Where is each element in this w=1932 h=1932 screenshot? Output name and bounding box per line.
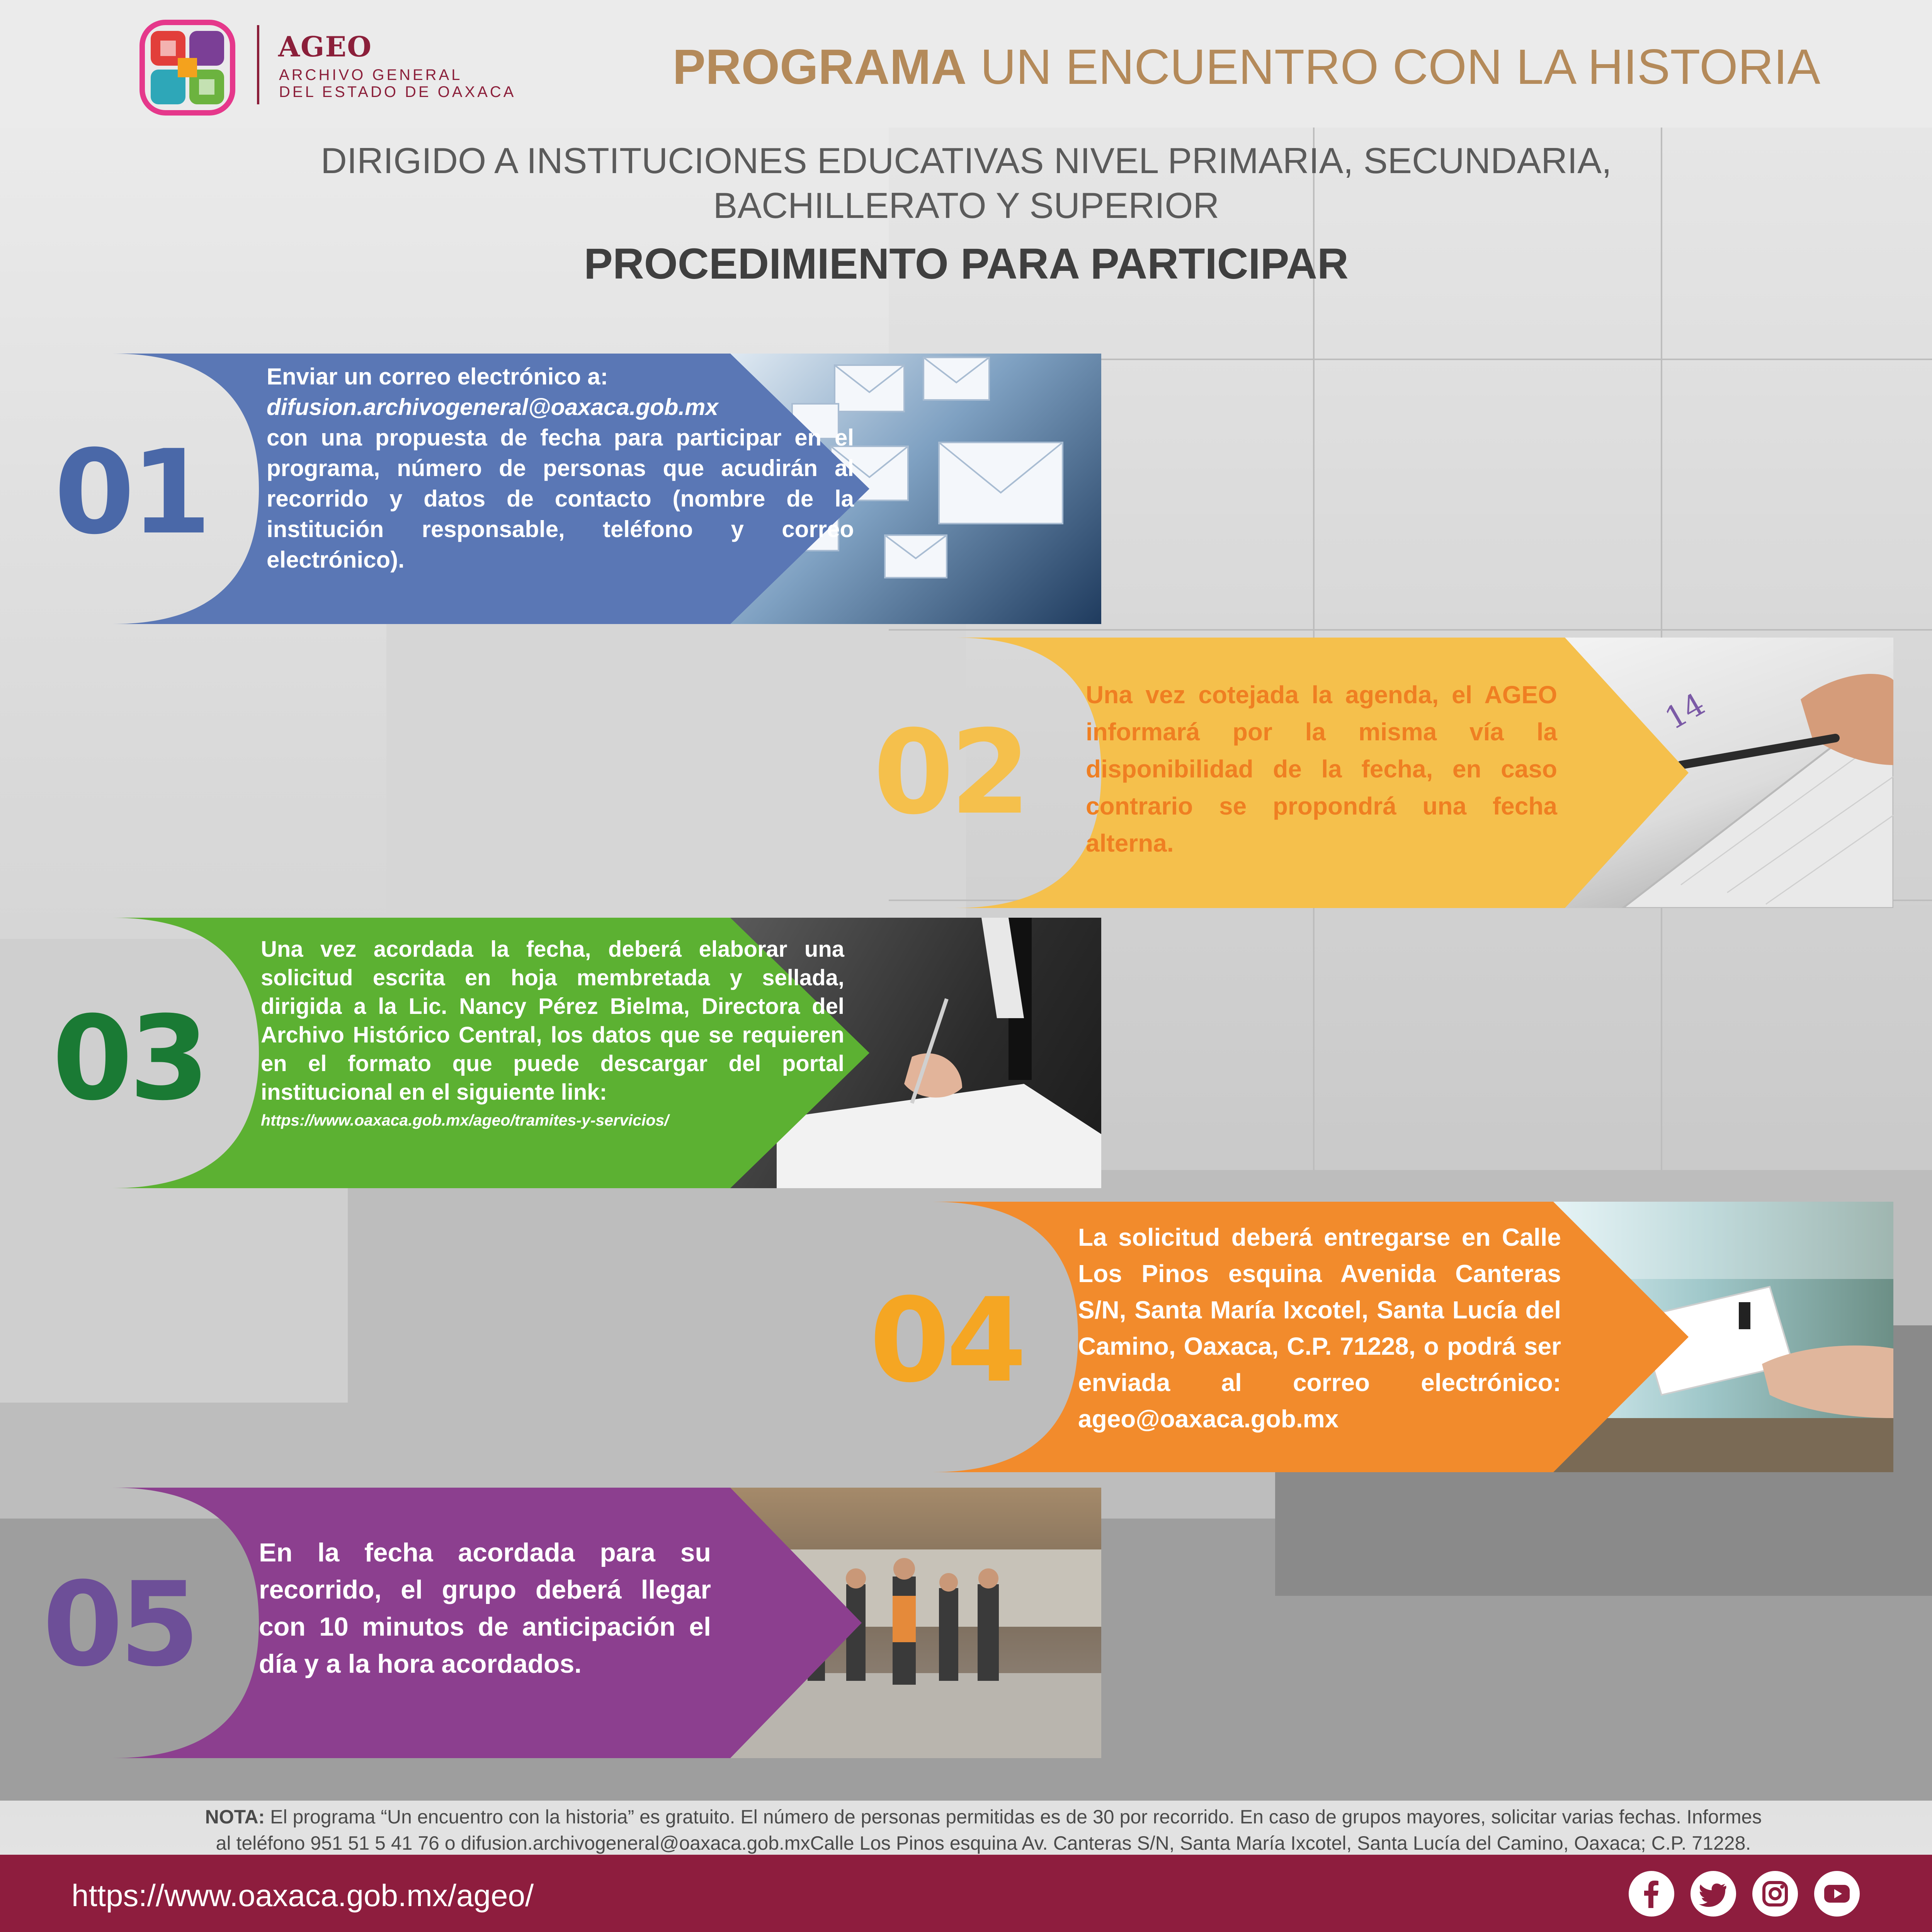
step-02-body: Una vez cotejada la agenda, el AGEO informará por la misma vía la disponibilidad de la fecha, en caso contrario se propondrá una fecha alterna. [1086, 681, 1557, 857]
program-title [673, 39, 1820, 95]
step-05-text [259, 1534, 711, 1682]
calendar-day-number: 14 [1659, 686, 1711, 737]
step-01-number: 01 [54, 425, 208, 560]
org-abbreviation: AGEO [278, 30, 372, 63]
ageo-logo [139, 19, 236, 116]
step-01-email[interactable]: difusion.archivogeneral@oaxaca.gob.mx [267, 394, 718, 420]
audience-line1: DIRIGIDO A INSTITUCIONES EDUCATIVAS NIVEL PRIMARIA, SECUNDARIA, [320, 140, 1612, 181]
note-label: NOTA: [205, 1806, 265, 1828]
facebook-icon[interactable] [1629, 1871, 1674, 1917]
step-05-number: 05 [43, 1557, 196, 1692]
footnote [46, 1804, 1920, 1856]
program-title-bold: PROGRAMA [672, 39, 967, 95]
step-04-body: La solicitud deberá entregarse en Calle Los Pinos esquina Avenida Canteras S/N, Santa María Ixcotel, Santa Lucía del Camino, Oaxaca, C.P. 71228, o podrá ser enviada al correo electrónico: ageo@oaxaca.gob.mx [1078, 1223, 1561, 1433]
note-line1 [205, 1806, 1762, 1828]
step-03-body: Una vez acordada la fecha, deberá elaborar una solicitud escrita en hoja membretada y sellada, dirigida a la Lic. Nancy Pérez Bielma, Directora del Archivo Histórico Central, los datos que se requieren en el formato que puede descargar del portal institucional en el siguiente link: [261, 937, 844, 1105]
footer-website-link[interactable]: https://www.oaxaca.gob.mx/ageo/ [71, 1878, 534, 1913]
step-04-text [1078, 1219, 1561, 1437]
step-01-text [267, 361, 854, 575]
step-01 [54, 354, 1101, 624]
step-01-line-intro: Enviar un correo electrónico a: [267, 364, 608, 389]
step-02-number: 02 [873, 705, 1027, 840]
step-04-number: 04 [869, 1273, 1023, 1408]
header [0, 0, 1932, 128]
step-05-body: En la fecha acordada para su recorrido, el grupo deberá llegar con 10 minutos de anticipación el día y a la hora acordados. [259, 1538, 711, 1679]
step-03-number: 03 [52, 991, 206, 1126]
footer-bar [0, 1855, 1932, 1932]
step-02-text [1086, 676, 1557, 862]
step-03-link[interactable]: https://www.oaxaca.gob.mx/ageo/tramites-y-servicios/ [261, 1111, 669, 1129]
procedure-title: PROCEDIMIENTO PARA PARTICIPAR [584, 240, 1349, 288]
instagram-icon[interactable] [1752, 1871, 1798, 1917]
note-text-line2: al teléfono 951 51 5 41 76 o difusion.archivogeneral@oaxaca.gob.mxCalle Los Pinos esquina Av. Canteras S/N, Santa María Ixcotel, Santa Lucía del Camino, Oaxaca; C.P. 71228. [216, 1832, 1751, 1854]
org-name-line1: ARCHIVO GENERAL [279, 66, 463, 83]
note-text-line1: El programa “Un encuentro con la historia” es gratuito. El número de personas permitidas es de 30 por recorrido. En caso de grupos mayores, solicitar varias fechas. Informes [265, 1806, 1762, 1828]
step-03 [52, 918, 1101, 1188]
step-01-body: con una propuesta de fecha para participar en el programa, número de personas que acudirán al recorrido y datos de contacto (nombre de la institución responsable, teléfono y correo electrónico). [267, 425, 854, 573]
step-04 [869, 1202, 1893, 1472]
audience-line2: BACHILLERATO Y SUPERIOR [713, 185, 1219, 226]
twitter-icon[interactable] [1690, 1871, 1736, 1917]
program-title-rest: UN ENCUENTRO CON LA HISTORIA [966, 39, 1820, 95]
step-02 [873, 638, 1893, 908]
org-name-line2: DEL ESTADO DE OAXACA [279, 83, 516, 100]
logo-divider [257, 25, 259, 104]
step-05 [43, 1488, 1101, 1758]
step-03-text [261, 935, 844, 1134]
youtube-icon[interactable] [1814, 1871, 1860, 1917]
